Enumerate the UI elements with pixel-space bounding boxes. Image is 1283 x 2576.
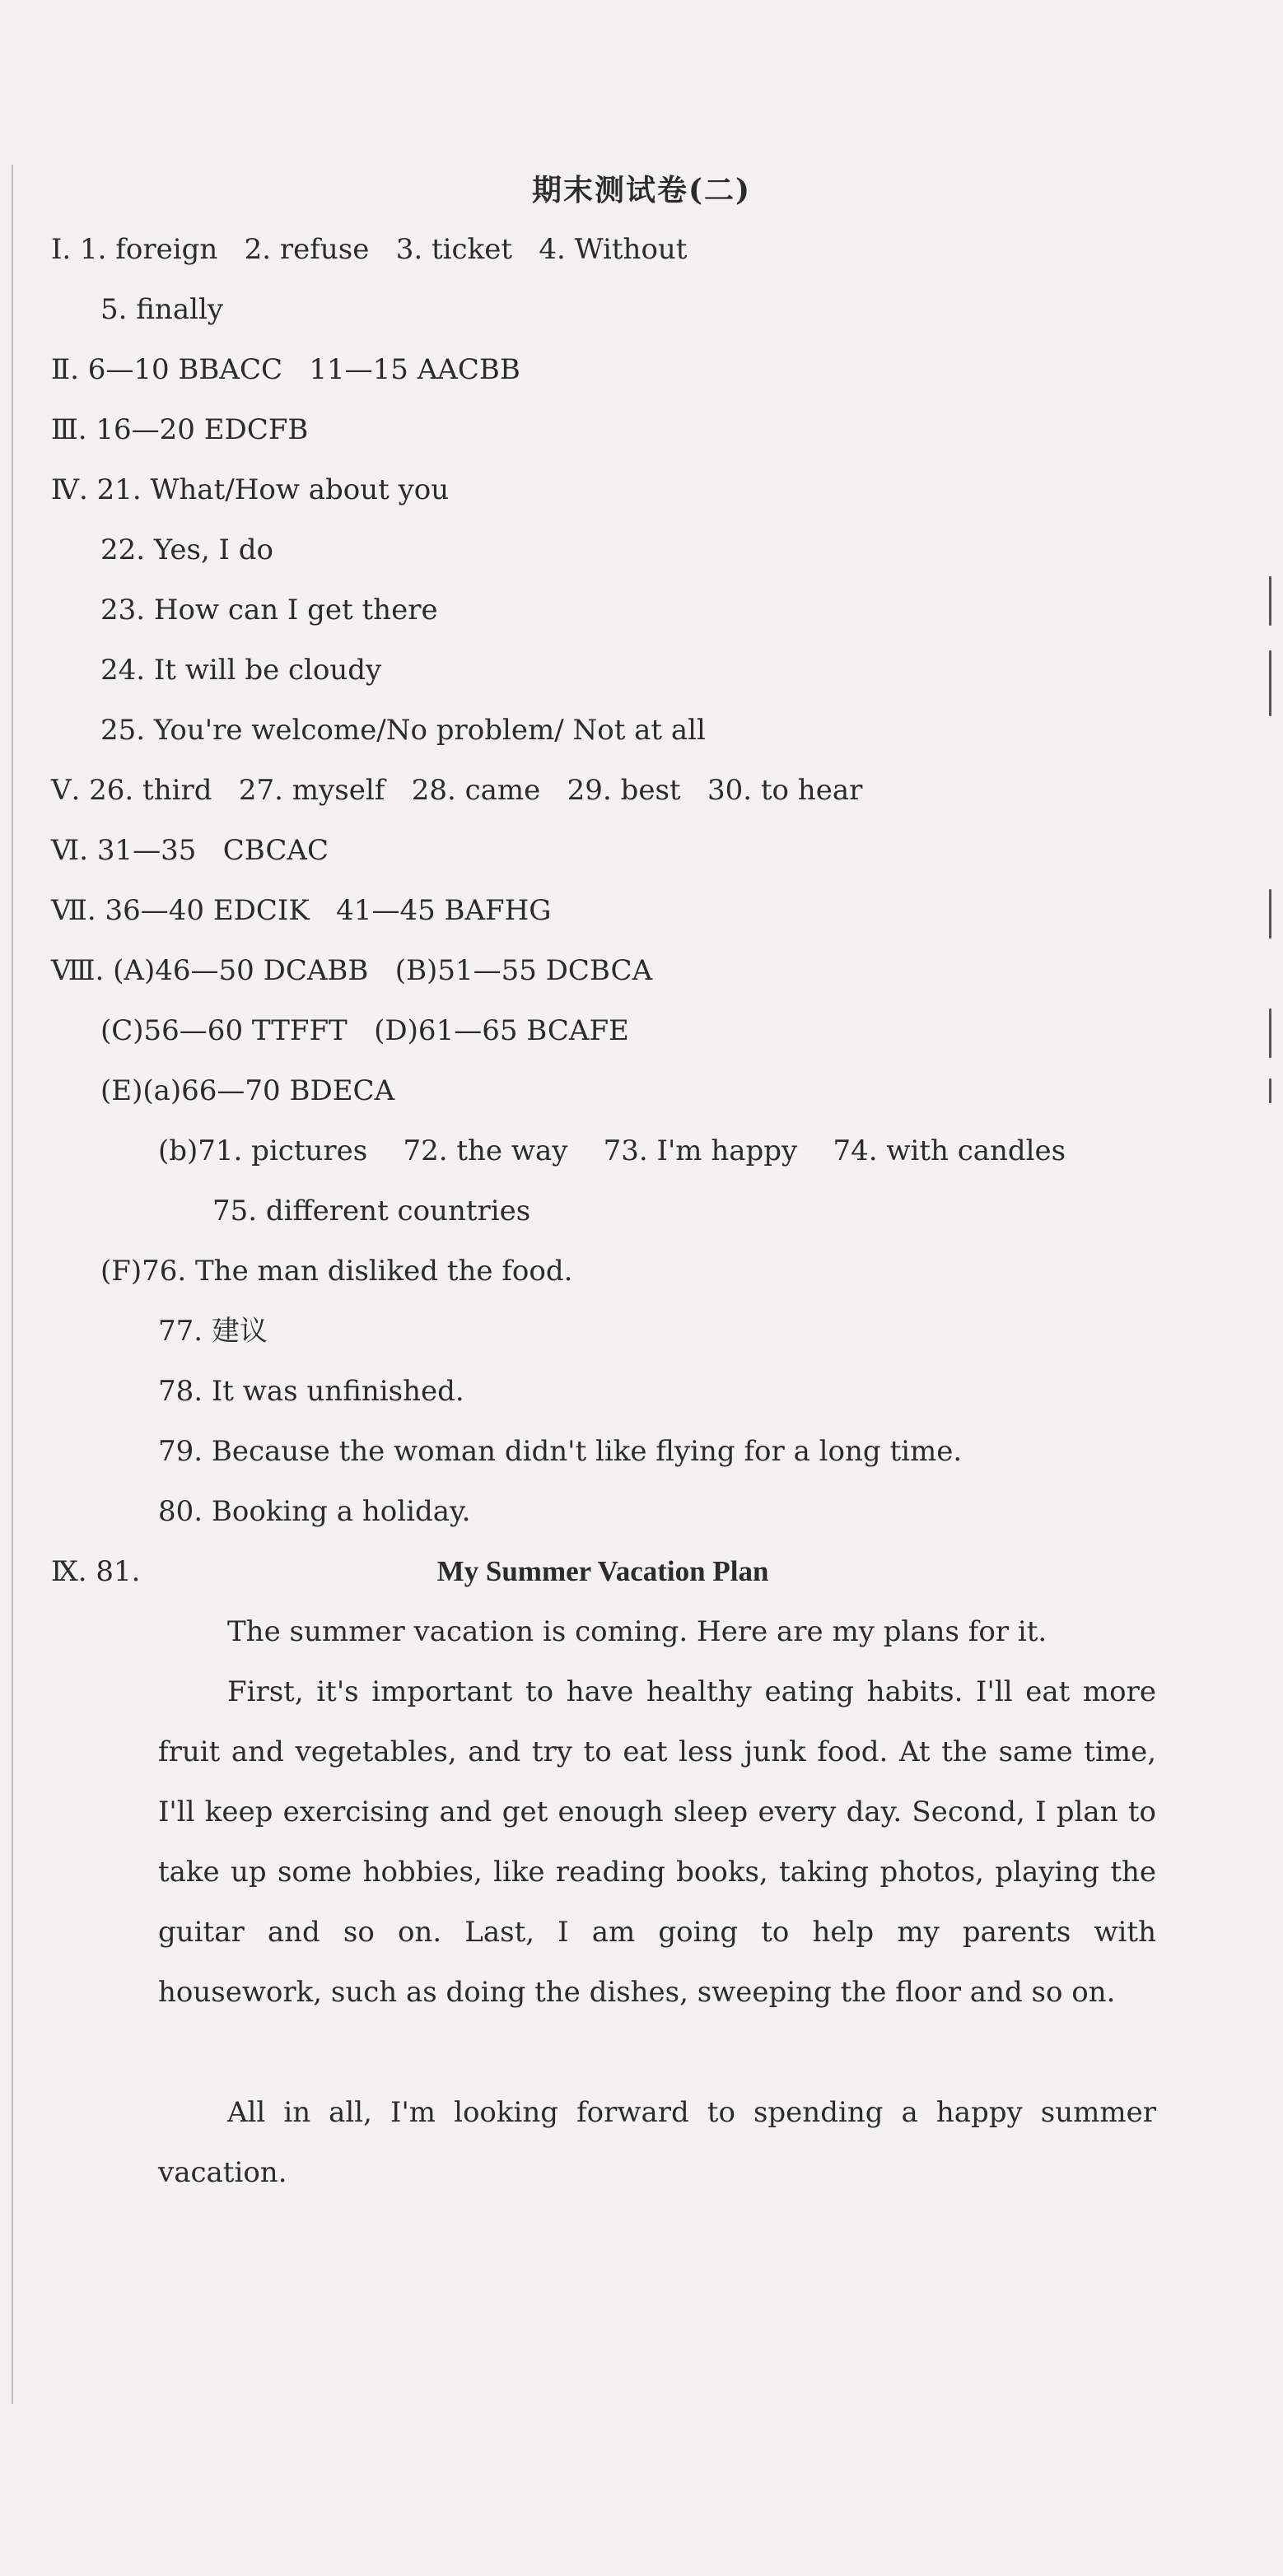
scan-edge-mark (1269, 576, 1271, 626)
essay-paragraph-3: All in all, I'm looking forward to spending a happy summer vacation. (158, 2096, 1156, 2189)
answer-line-9: 25. You're welcome/No problem/ Not at all (100, 714, 706, 747)
answer-line-20: 78. It was unfinished. (158, 1375, 464, 1408)
answer-line-23: Ⅸ. 81. (51, 1555, 141, 1588)
answer-line-5: Ⅳ. 21. What/How about you (51, 473, 450, 506)
answer-line-11: Ⅵ. 31—35 CBCAC (51, 834, 329, 867)
essay-paragraph-2: First, it's important to have healthy eating habits. I'll eat more fruit and vegetables, and try to eat less junk food. At the same time, I'll keep exercising and get enough sleep every day. Second, I plan to take up some hobbies, like reading books, taking photos, playing the guitar and so on. Last, I am going to help my parents with housework, such as doing the dishes, sweeping the floor and so on. (158, 1675, 1156, 2009)
answer-line-1: Ⅰ. 1. foreign 2. refuse 3. ticket 4. Without (51, 233, 688, 266)
answer-line-22: 80. Booking a holiday. (158, 1495, 471, 1528)
answer-line-14: (C)56—60 TTFFT (D)61—65 BCAFE (100, 1014, 629, 1047)
answer-line-2: 5. finally (100, 293, 224, 326)
answer-line-17: 75. different countries (212, 1195, 531, 1227)
page-title: 期末测试卷(二) (531, 173, 752, 207)
answer-line-21: 79. Because the woman didn't like flying for a long time. (158, 1435, 963, 1468)
essay-paragraph-1: The summer vacation is coming. Here are my plans for it. (227, 1615, 1047, 1648)
scan-edge-mark (1269, 1009, 1271, 1058)
margin-line (12, 165, 13, 2404)
answer-line-7: 23. How can I get there (100, 594, 438, 627)
answer-line-16: (b)71. pictures 72. the way 73. I'm happy 74. with candles (158, 1134, 1066, 1167)
answer-line-12: Ⅶ. 36—40 EDCIK 41—45 BAFHG (51, 894, 552, 927)
answer-line-8: 24. It will be cloudy (100, 654, 382, 687)
scan-edge-mark (1269, 1078, 1271, 1103)
answer-line-19: 77. 建议 (158, 1315, 268, 1348)
answer-line-13: Ⅷ. (A)46—50 DCABB (B)51—55 DCBCA (51, 954, 653, 987)
scan-edge-mark (1269, 889, 1271, 939)
answer-line-6: 22. Yes, I do (100, 533, 274, 566)
answer-line-15: (E)(a)66—70 BDECA (100, 1074, 395, 1107)
answer-line-3: Ⅱ. 6—10 BBACC 11—15 AACBB (51, 353, 520, 386)
answer-line-10: Ⅴ. 26. third 27. myself 28. came 29. best 30. to hear (51, 774, 863, 807)
answer-line-4: Ⅲ. 16—20 EDCFB (51, 413, 309, 446)
answer-line-18: (F)76. The man disliked the food. (100, 1255, 573, 1288)
scan-edge-mark (1269, 650, 1271, 716)
essay-title: My Summer Vacation Plan (436, 1555, 769, 1587)
